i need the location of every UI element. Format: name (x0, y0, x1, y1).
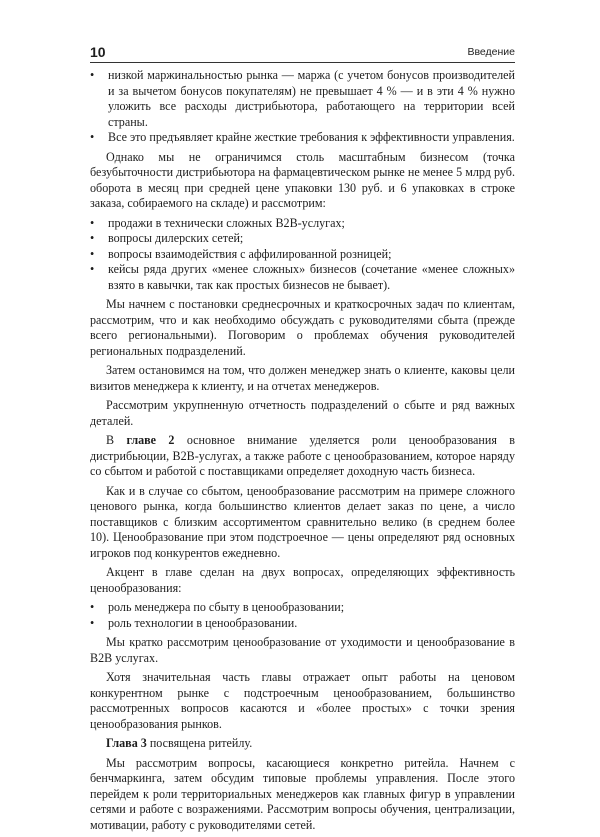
list-item-text: роль технологии в ценообразовании. (108, 615, 298, 630)
bullet-glyph: • (90, 68, 95, 82)
list-item-text: Все это предъявляет крайне жесткие требования к эффективности управления. (108, 130, 515, 144)
list-item-text: роль менеджера по сбыту в ценообразовании; (108, 600, 345, 614)
list-item-text: кейсы ряда других «менее сложных» бизнесов (сочетание «менее сложных» взято в кавычки, так как простых бизнесов не бывает). (108, 262, 515, 292)
bullet-glyph: • (90, 600, 95, 614)
bullet-list-topics (90, 216, 515, 294)
bullet-glyph: • (90, 215, 95, 230)
running-header (90, 44, 515, 62)
list-item (90, 216, 515, 232)
header-rule (90, 62, 515, 63)
page-number: 10 (90, 44, 106, 60)
text-run: В (106, 433, 127, 447)
text-run: основное внимание уделяется роли ценообразования в дистрибьюции, B2B-услугах, а также работе с ценообразованием, которое наряду со сбытом и работой с поставщиками определяет доходную часть бизнеса. (90, 433, 515, 478)
page-body (90, 68, 515, 837)
list-item-text: низкой маржинальностью рынка — маржа (с учетом бонусов производителей и за вычетом бонусов покупателям) не превышает 4 % — и в эти 4 % нужно уложить все расходы дистрибьютора, работающего на территории всей страны. (108, 68, 515, 129)
chapter-title: Введение (467, 46, 515, 58)
list-item (90, 231, 515, 247)
paragraph-chapter-2 (90, 433, 515, 480)
paragraph: Однако мы не ограничимся столь масштабным бизнесом (точка безубыточности дистрибьютора на фармацевтическом рынке не менее 5 млрд руб. оборота в месяц при средней цене упаковки 130 руб. и 6 упаковках в строке заказа, собираемого на складе) и рассмотрим: (90, 149, 515, 210)
bullet-list-market (90, 68, 515, 146)
paragraph-chapter-3 (90, 736, 515, 752)
paragraph: Как и в случае со сбытом, ценообразование рассмотрим на примере сложного ценового рынка, когда большинство клиентов делает заказ по цене, а число поставщиков с близким ассортиментом сравнительно велико (в среднем более 10). Ценообразование при этом подстроечное — цены определяют ряд основных игроков под конкурентов ежедневно. (90, 483, 515, 560)
paragraph: Мы начнем с постановки среднесрочных и краткосрочных задач по клиентам, рассмотрим, что и как необходимо обсуждать с руководителями сбыта (прежде всего региональными). Поговорим о проблемах обучения руководителей региональных подразделений. (90, 297, 515, 358)
chapter-ref: главе 2 (126, 433, 175, 447)
bullet-glyph: • (90, 246, 95, 261)
list-item-text: продажи в технически сложных B2B-услугах; (108, 215, 345, 230)
list-item (90, 130, 515, 146)
list-item (90, 616, 515, 632)
paragraph: Акцент в главе сделан на двух вопросах, определяющих эффективность ценообразования: (90, 565, 515, 595)
list-item (90, 247, 515, 263)
list-item (90, 68, 515, 130)
paragraph: Хотя значительная часть главы отражает опыт работы на ценовом конкурентном рынке с подстроечным ценообразованием, большинство рассмотренных вопросов касаются и «более простых» с точки зрения ценообразования рынков. (90, 670, 515, 731)
list-item (90, 262, 515, 293)
paragraph: Мы рассмотрим вопросы, касающиеся конкретно ритейла. Начнем с бенчмаркинга, затем обсудим типовые проблемы управления. После этого перейдем к роли территориальных менеджеров как главных фигур в управлении сетями и работе с возражениями. Рассмотрим вопросы обучения, централизации, мотивации, работу с руководителями сетей. (90, 755, 515, 832)
bullet-glyph: • (90, 130, 95, 144)
text-run: посвящена ритейлу. (146, 736, 253, 750)
bullet-glyph: • (90, 615, 95, 630)
list-item-text: вопросы дилерских сетей; (108, 231, 244, 245)
bullet-glyph: • (90, 262, 95, 276)
list-item-text: вопросы взаимодействия с аффилированной розницей; (108, 246, 392, 261)
chapter-ref: Глава 3 (106, 736, 147, 750)
paragraph: Затем остановимся на том, что должен менеджер знать о клиенте, каковы цели визитов менеджера к клиенту, и на отчетах менеджеров. (90, 363, 515, 393)
paragraph: Мы кратко рассмотрим ценообразование от уходимости и ценообразование в B2B услугах. (90, 635, 515, 665)
list-item (90, 600, 515, 616)
bullet-glyph: • (90, 231, 95, 245)
bullet-list-pricing (90, 600, 515, 631)
paragraph: Рассмотрим укрупненную отчетность подразделений о сбыте и ряд важных деталей. (90, 398, 515, 428)
